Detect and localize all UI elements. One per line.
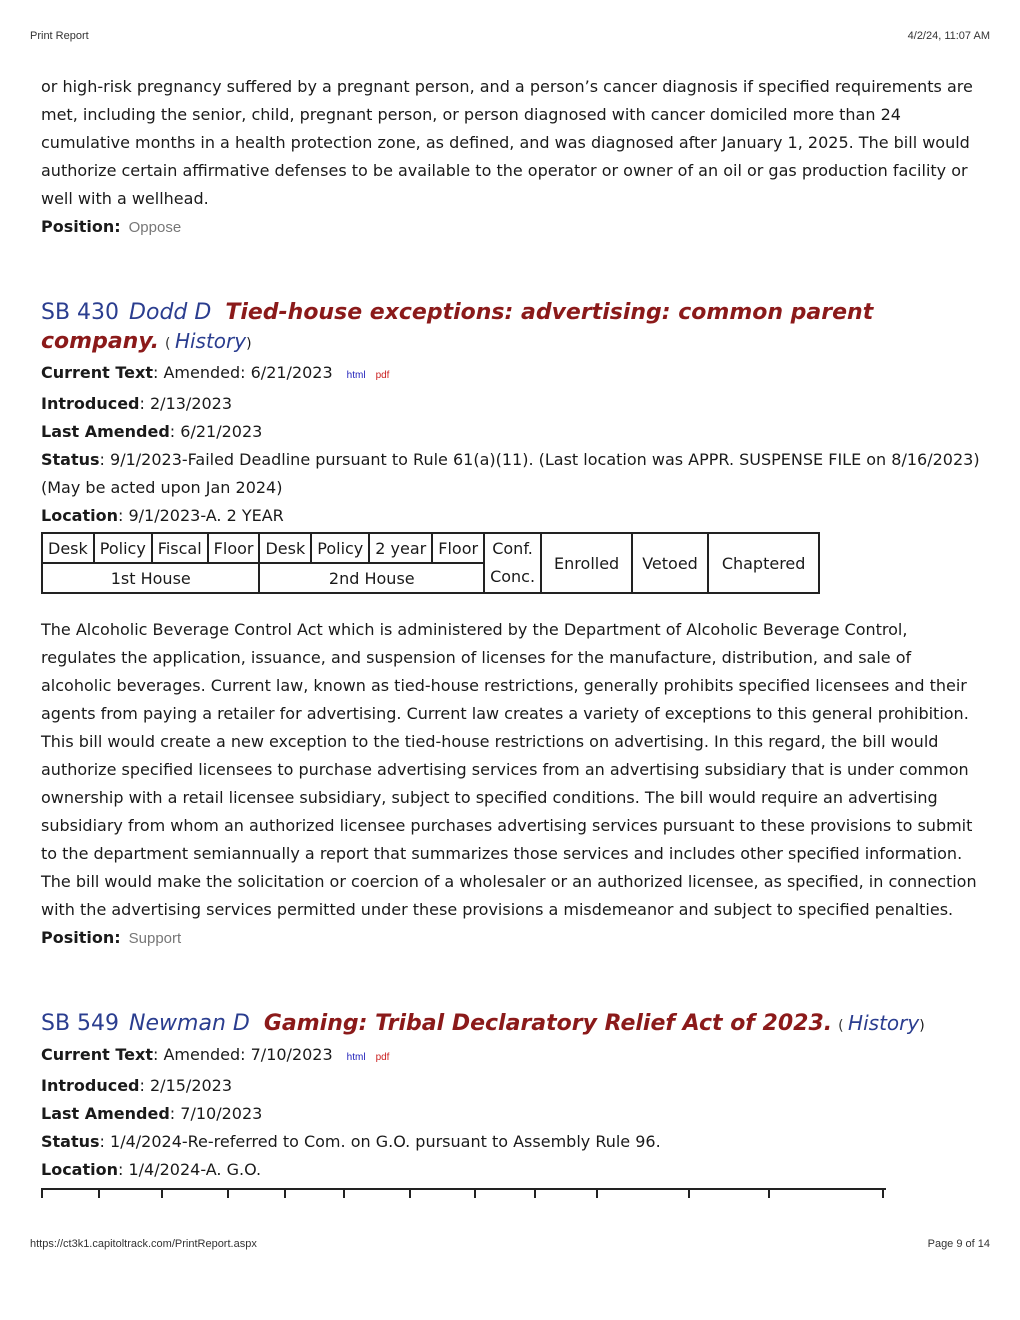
print-footer-url: https://ct3k1.capitoltrack.com/PrintReport.aspx	[30, 1238, 257, 1250]
position-value: Oppose	[128, 219, 182, 236]
location-value: 9/1/2023-A. 2 YEAR	[128, 506, 284, 525]
bill-number-link[interactable]: SB 549	[41, 1011, 120, 1036]
last-amended-label: Last Amended	[41, 1104, 170, 1123]
last-amended-row: Last Amended: 7/10/2023	[41, 1104, 263, 1123]
stage-cell: 2 year	[369, 533, 432, 563]
current-text-row: Current Text: Amended: 7/10/2023 html pdf	[41, 1045, 390, 1064]
table-divider	[284, 1190, 286, 1198]
table-divider	[882, 1190, 884, 1198]
stage-cell: Fiscal	[152, 533, 208, 563]
stage-cell: Policy	[94, 533, 152, 563]
bill-number-link[interactable]: SB 430	[41, 300, 120, 325]
pdf-link[interactable]: pdf	[375, 370, 390, 381]
table-divider	[768, 1190, 770, 1198]
introduced-value: 2/13/2023	[150, 394, 233, 413]
table-divider	[474, 1190, 476, 1198]
last-amended-label: Last Amended	[41, 422, 170, 441]
bill-sb549	[41, 1009, 986, 1198]
status-row: Status: 9/1/2023-Failed Deadline pursuant to Rule 61(a)(11). (Last location was APPR. SUSPENSE FILE on 8/16/2023)(May be acted upon Jan 2024)	[41, 450, 980, 497]
current-text-value: Amended: 7/10/2023	[163, 1045, 333, 1064]
conf-conc-cell	[484, 533, 541, 593]
last-amended-value: 6/21/2023	[180, 422, 263, 441]
progress-table-cut-off	[41, 1188, 886, 1198]
table-divider	[227, 1190, 229, 1198]
stage-cell: Policy	[311, 533, 369, 563]
status-label: Status	[41, 450, 100, 469]
table-divider	[534, 1190, 536, 1198]
location-value: 1/4/2024-A. G.O.	[128, 1160, 262, 1179]
stage-cell: Desk	[42, 533, 94, 563]
prev-bill-position	[41, 213, 986, 242]
conc-label: Conc.	[490, 567, 536, 586]
history-link[interactable]: History	[174, 329, 247, 353]
history-paren-close: )	[246, 336, 252, 352]
progress-stages-row	[42, 533, 819, 563]
status-row: Status: 1/4/2024-Re-referred to Com. on G.O. pursuant to Assembly Rule 96.	[41, 1132, 661, 1151]
pdf-link[interactable]: pdf	[375, 1052, 390, 1063]
table-divider	[98, 1190, 100, 1198]
introduced-value: 2/15/2023	[150, 1076, 233, 1095]
prev-bill-summary: or high-risk pregnancy suffered by a pregnant person, and a person’s cancer diagnosis if specified requirements are met, including the senior, child, pregnant person, or person diagnosed with cancer domiciled more than 24 cumulative months in a health protection zone, as defined, and was diagnosed after January 1, 2025. The bill would authorize certain affirmative defenses to be available to the operator or owner of an oil or gas production facility or well with a wellhead.	[41, 77, 973, 208]
current-text-label: Current Text	[41, 1045, 153, 1064]
enrolled-cell: Enrolled	[541, 533, 632, 593]
table-divider	[41, 1190, 43, 1198]
bill-subject-cont: company.	[41, 329, 160, 354]
bill-summary: The Alcoholic Beverage Control Act which is administered by the Department of Alcoholic Beverage Control, regulates the application, issuance, and suspension of licenses for the manufacture, distribution, and sale of alcoholic beverages. Current law, known as tied-house restrictions, generally prohibits specified licensees and their agents from paying a retailer for advertising. Current law creates a variety of exceptions to this general prohibition. This bill would create a new exception to the tied-house restrictions on advertising. In this regard, the bill would authorize specified licensees to purchase advertising services from an advertising subsidiary that is under common ownership with a retail licensee subsidiary, subject to specified conditions. The bill would require an advertising subsidiary from whom an authorized licensee purchases advertising services pursuant to these provisions to submit to the department semiannually a report that summarizes those services and includes other specified information. The bill would make the solicitation or coercion of a wholesaler or an authorized licensee, as specified, in connection with the advertising services permitted under these provisions a misdemeanor and subject to specified penalties.	[41, 620, 977, 919]
last-amended-value: 7/10/2023	[180, 1104, 263, 1123]
print-footer-page-number: Page 9 of 14	[927, 1238, 990, 1250]
introduced-row: Introduced: 2/15/2023	[41, 1076, 233, 1095]
bill-author-link[interactable]: Dodd D	[129, 300, 212, 325]
table-divider	[343, 1190, 345, 1198]
print-header-timestamp: 4/2/24, 11:07 AM	[907, 30, 990, 42]
history-paren-open: (	[165, 336, 175, 352]
table-divider	[596, 1190, 598, 1198]
location-row: Location: 1/4/2024-A. G.O.	[41, 1160, 262, 1179]
first-house-cell: 1st House	[42, 563, 259, 593]
bill-position	[41, 924, 986, 953]
table-divider	[161, 1190, 163, 1198]
legislative-progress-table	[41, 532, 820, 594]
current-text-value: Amended: 6/21/2023	[163, 363, 333, 382]
status-value: 9/1/2023-Failed Deadline pursuant to Rule 61(a)(11). (Last location was APPR. SUSPENSE FILE on 8/16/2023)(May be acted upon Jan 2024)	[41, 450, 980, 497]
vetoed-cell: Vetoed	[632, 533, 708, 593]
position-value: Support	[128, 930, 182, 947]
bill-title	[41, 1009, 986, 1041]
position-label: Position:	[41, 217, 121, 236]
position-label: Position:	[41, 928, 121, 947]
html-link[interactable]: html	[346, 1052, 366, 1063]
introduced-label: Introduced	[41, 1076, 140, 1095]
print-header-title: Print Report	[30, 30, 89, 42]
location-label: Location	[41, 1160, 118, 1179]
conf-label: Conf.	[492, 539, 533, 558]
stage-cell: Floor	[432, 533, 484, 563]
introduced-row: Introduced: 2/13/2023	[41, 394, 233, 413]
history-paren-close: )	[919, 1018, 925, 1034]
location-label: Location	[41, 506, 118, 525]
bill-title	[41, 298, 986, 359]
bill-author-link[interactable]: Newman D	[129, 1011, 250, 1036]
stage-cell: Desk	[259, 533, 311, 563]
location-row: Location: 9/1/2023-A. 2 YEAR	[41, 506, 284, 525]
current-text-row: Current Text: Amended: 6/21/2023 html pdf	[41, 363, 390, 382]
last-amended-row: Last Amended: 6/21/2023	[41, 422, 263, 441]
table-divider	[688, 1190, 690, 1198]
chaptered-cell: Chaptered	[708, 533, 820, 593]
bill-sb430	[41, 298, 986, 953]
history-link[interactable]: History	[848, 1011, 920, 1035]
status-label: Status	[41, 1132, 100, 1151]
bill-subject: Gaming: Tribal Declaratory Relief Act of 2023.	[263, 1011, 833, 1036]
current-text-label: Current Text	[41, 363, 153, 382]
introduced-label: Introduced	[41, 394, 140, 413]
table-divider	[409, 1190, 411, 1198]
history-paren-open: (	[838, 1018, 849, 1034]
bill-subject: Tied-house exceptions: advertising: common parent	[225, 300, 874, 325]
html-link[interactable]: html	[346, 370, 366, 381]
report-content	[41, 73, 986, 1198]
stage-cell: Floor	[208, 533, 260, 563]
second-house-cell: 2nd House	[259, 563, 484, 593]
status-value: 1/4/2024-Re-referred to Com. on G.O. pursuant to Assembly Rule 96.	[110, 1132, 661, 1151]
